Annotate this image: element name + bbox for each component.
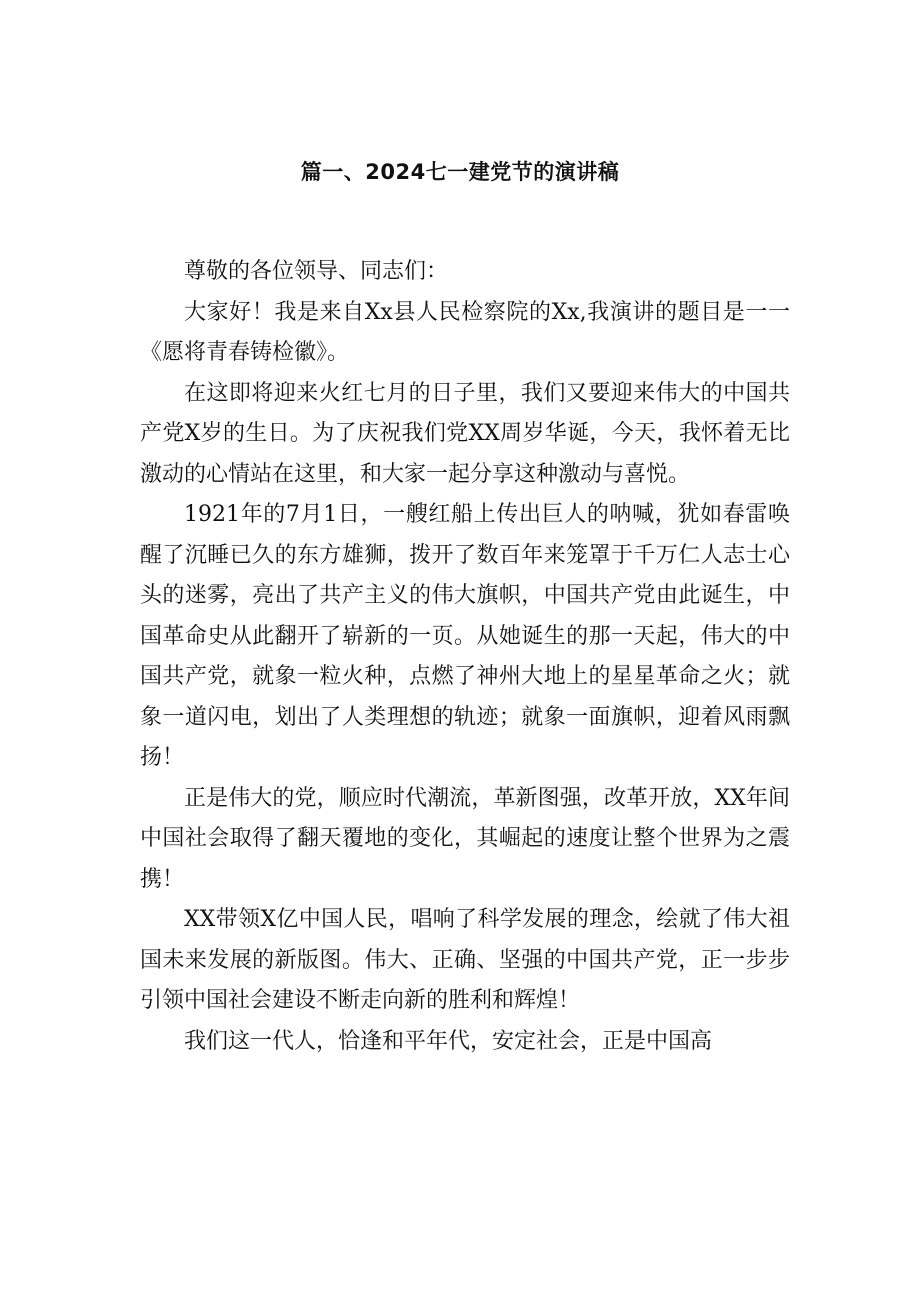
body-paragraph: 正是伟大的党，顺应时代潮流，革新图强，改革开放，XX年间中国社会取得了翻天覆地的变化，其崛起的速度让整个世界为之震携！ [140, 785, 790, 892]
document-title: 篇一、2024七一建党节的演讲稿 [300, 160, 620, 184]
body-paragraph: XX带领X亿中国人民，唱响了科学发展的理念，绘就了伟大祖国未来发展的新版图。伟大、正确、坚强的中国共产党，正一步步引领中国社会建设不断走向新的胜利和辉煌！ [140, 907, 790, 1013]
salutation-paragraph: 尊敬的各位领导、同志们： [184, 259, 449, 284]
body-paragraph: 1921年的7月1日，一艘红船上传出巨人的呐喊，犹如春雷唤醒了沉睡已久的东方雄狮，拨开了数百年来笼罩于千万仁人志士心头的迷雾，亮出了共产主义的伟大旗帜，中国共产党由此诞生，中国革命史从此翻开了崭新的一页。从她诞生的那一天起，伟大的中国共产党，就象一粒火种，点燃了神州大地上的星星革命之火；就象一道闪电，划出了人类理想的轨迹；就象一面旗帜，迎着风雨飘扬！ [140, 502, 790, 770]
document-body [140, 252, 790, 1062]
greeting-paragraph: 大家好！我是来自Xx县人民检察院的Xx,我演讲的题目是一一《愿将青春铸检徽》。 [140, 299, 790, 365]
body-paragraph: 我们这一代人，恰逢和平年代，安定社会，正是中国高 [184, 1028, 713, 1054]
body-paragraph: 在这即将迎来火红七月的日子里，我们又要迎来伟大的中国共产党X岁的生日。为了庆祝我们党XX周岁华诞，今天，我怀着无比激动的心情站在这里，和大家一起分享这种激动与喜悦。 [140, 380, 790, 487]
